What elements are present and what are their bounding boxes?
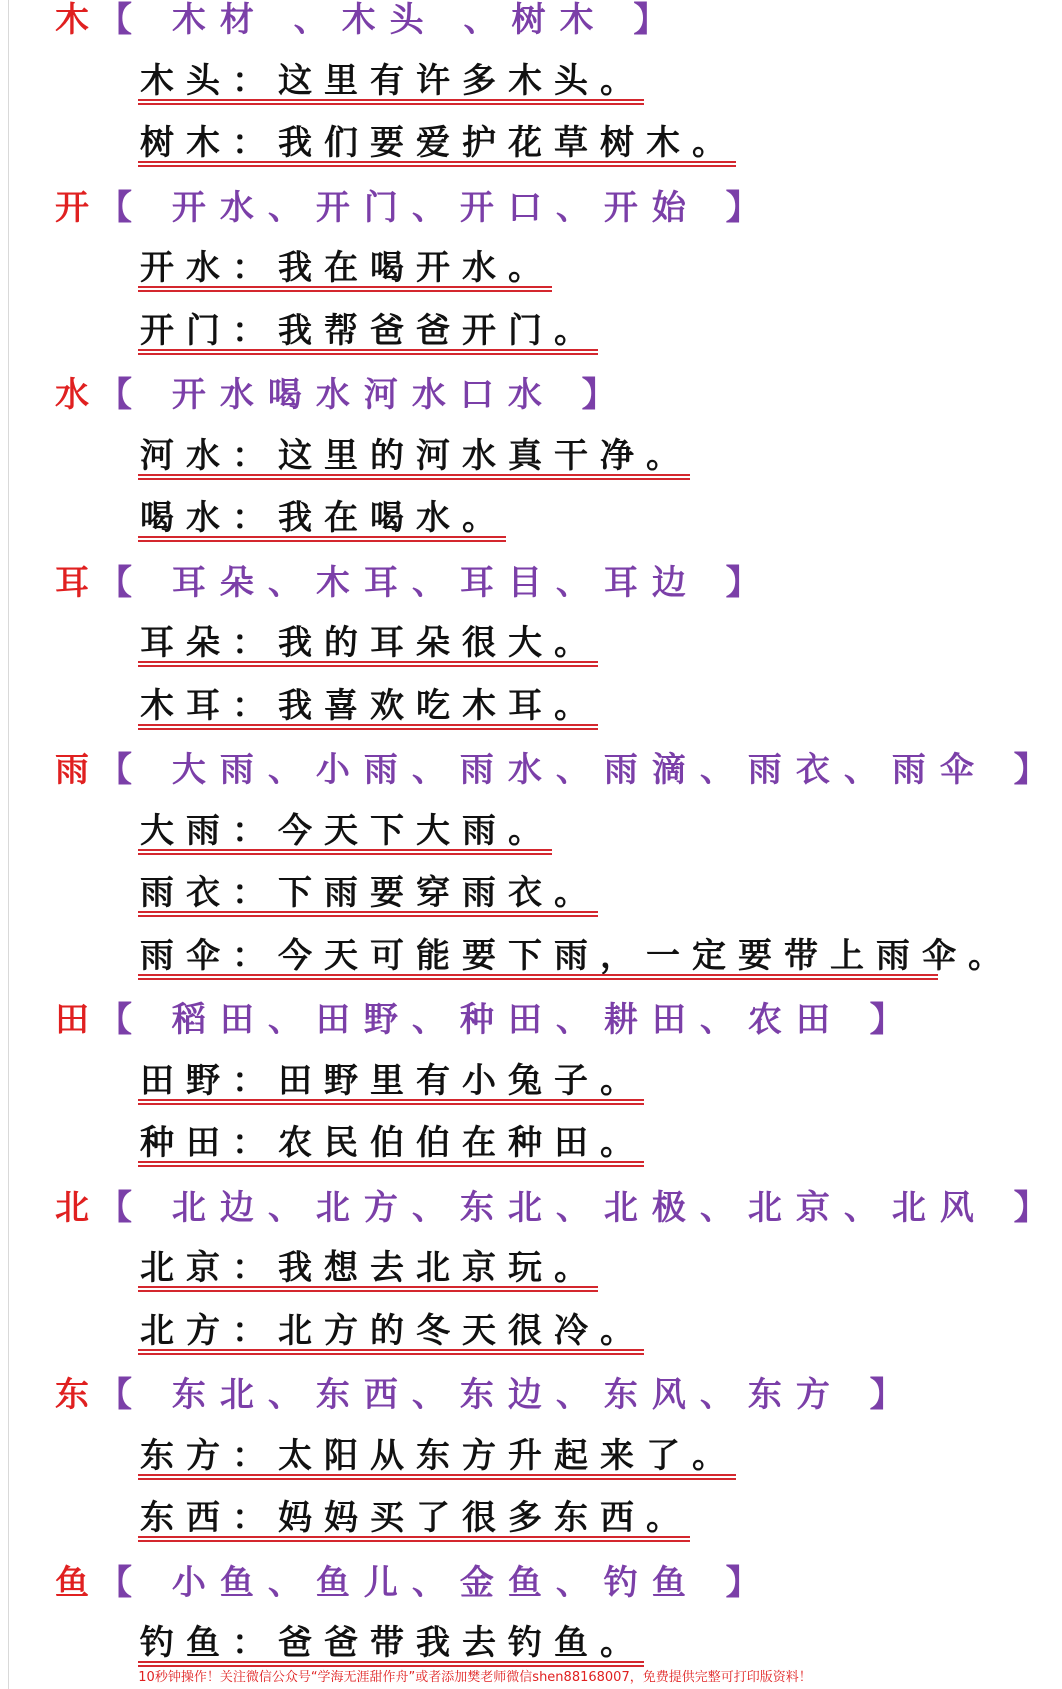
sentence-text: 钓鱼：爸爸带我去钓鱼。 xyxy=(140,1623,646,1663)
heading-word-list: 【 稻田、田野、种田、耕田、农田 】 xyxy=(98,1000,918,1040)
character-heading xyxy=(0,0,950,42)
example-sentence xyxy=(0,1418,950,1480)
sentence-text: 雨衣：下雨要穿雨衣。 xyxy=(140,873,600,913)
example-sentence xyxy=(0,1043,950,1105)
sentence-text: 东西：妈妈买了很多东西。 xyxy=(140,1498,692,1538)
heading-word-list: 【 开水喝水河水口水 】 xyxy=(98,375,630,415)
example-sentence xyxy=(0,1605,950,1667)
sentence-underline xyxy=(138,1474,736,1480)
sentence-text: 河水：这里的河水真干净。 xyxy=(140,435,692,476)
sentence-text: 大雨：今天下大雨。 xyxy=(140,810,554,851)
sentence-text: 东方：太阳从东方升起来了。 xyxy=(140,1435,738,1476)
character-heading xyxy=(0,980,950,1042)
character-heading xyxy=(0,1168,1062,1230)
sentence-text: 木头：这里有许多木头。 xyxy=(140,60,646,101)
sentence-text: 种田：农民伯伯在种田。 xyxy=(140,1123,646,1163)
example-sentence xyxy=(0,230,950,292)
sentence-underline xyxy=(138,286,552,292)
heading-character: 木 xyxy=(55,0,89,40)
heading-word-list: 【 北边、北方、东北、北极、北京、北风 】 xyxy=(98,1187,1062,1228)
sentence-text: 雨伞：今天可能要下雨，一定要带上雨伞。 xyxy=(140,935,1014,976)
sentence-underline xyxy=(138,536,506,542)
sentence-text: 树木：我们要爱护花草树木。 xyxy=(140,123,738,163)
heading-character: 水 xyxy=(55,375,89,415)
sentence-text: 木耳：我喜欢吃木耳。 xyxy=(140,685,600,726)
heading-word-list: 【 大雨、小雨、雨水、雨滴、雨衣、雨伞 】 xyxy=(98,750,1062,790)
heading-word-list: 【 木材 、木头 、树木 】 xyxy=(98,0,682,40)
heading-word-list: 【 东北、东西、东边、东风、东方 】 xyxy=(98,1375,918,1415)
example-sentence xyxy=(0,480,950,542)
character-heading xyxy=(0,1543,950,1605)
example-sentence xyxy=(0,1230,950,1292)
heading-word-list: 【 小鱼、鱼儿、金鱼、钓鱼 】 xyxy=(98,1562,774,1603)
heading-character: 东 xyxy=(55,1375,89,1415)
heading-character: 开 xyxy=(55,187,89,228)
character-heading xyxy=(0,168,950,230)
sentence-underline xyxy=(138,1286,598,1292)
sentence-text: 开水：我在喝开水。 xyxy=(140,248,554,288)
heading-character: 北 xyxy=(55,1187,89,1228)
sentence-text: 开门：我帮爸爸开门。 xyxy=(140,310,600,351)
sentence-text: 北方：北方的冬天很冷。 xyxy=(140,1310,646,1351)
sentence-underline xyxy=(138,474,690,480)
character-heading xyxy=(0,730,1062,792)
sentence-underline xyxy=(138,1536,690,1542)
example-sentence xyxy=(0,1480,950,1542)
sentence-underline xyxy=(138,661,598,667)
example-sentence xyxy=(0,43,950,105)
example-sentence xyxy=(0,918,1014,980)
sentence-underline xyxy=(138,1161,644,1167)
sentence-underline xyxy=(138,349,598,355)
sentence-underline xyxy=(138,99,644,105)
sentence-underline xyxy=(138,911,598,917)
sentence-underline xyxy=(138,849,552,855)
sentence-text: 田野：田野里有小兔子。 xyxy=(140,1060,646,1101)
heading-word-list: 【 开水、开门、开口、开始 】 xyxy=(98,187,774,228)
sentence-text: 耳朵：我的耳朵很大。 xyxy=(140,623,600,663)
heading-word-list: 【 耳朵、木耳、耳目、耳边 】 xyxy=(98,562,774,603)
example-sentence xyxy=(0,293,950,355)
heading-character: 田 xyxy=(55,1000,89,1040)
heading-character: 鱼 xyxy=(55,1562,89,1603)
example-sentence xyxy=(0,1293,950,1355)
character-heading xyxy=(0,1355,950,1417)
sentence-text: 北京：我想去北京玩。 xyxy=(140,1248,600,1288)
sentence-underline xyxy=(138,1349,644,1355)
example-sentence xyxy=(0,668,950,730)
footer-notice: 10秒钟操作！关注微信公众号“学海无涯甜作舟”或者添加樊老师微信shen88168007，免费提供完整可打印版资料！ xyxy=(138,1670,812,1685)
heading-character: 耳 xyxy=(55,562,89,603)
example-sentence xyxy=(0,605,950,667)
example-sentence xyxy=(0,418,950,480)
sentence-underline xyxy=(138,974,938,980)
character-heading xyxy=(0,355,950,417)
heading-character: 雨 xyxy=(55,750,89,790)
sentence-text: 喝水：我在喝水。 xyxy=(140,498,508,538)
sentence-underline xyxy=(138,1099,644,1105)
example-sentence xyxy=(0,105,950,167)
sentence-underline xyxy=(138,161,736,167)
sentence-underline xyxy=(138,724,598,730)
character-heading xyxy=(0,543,950,605)
example-sentence xyxy=(0,1105,950,1167)
example-sentence xyxy=(0,855,950,917)
example-sentence xyxy=(0,793,950,855)
